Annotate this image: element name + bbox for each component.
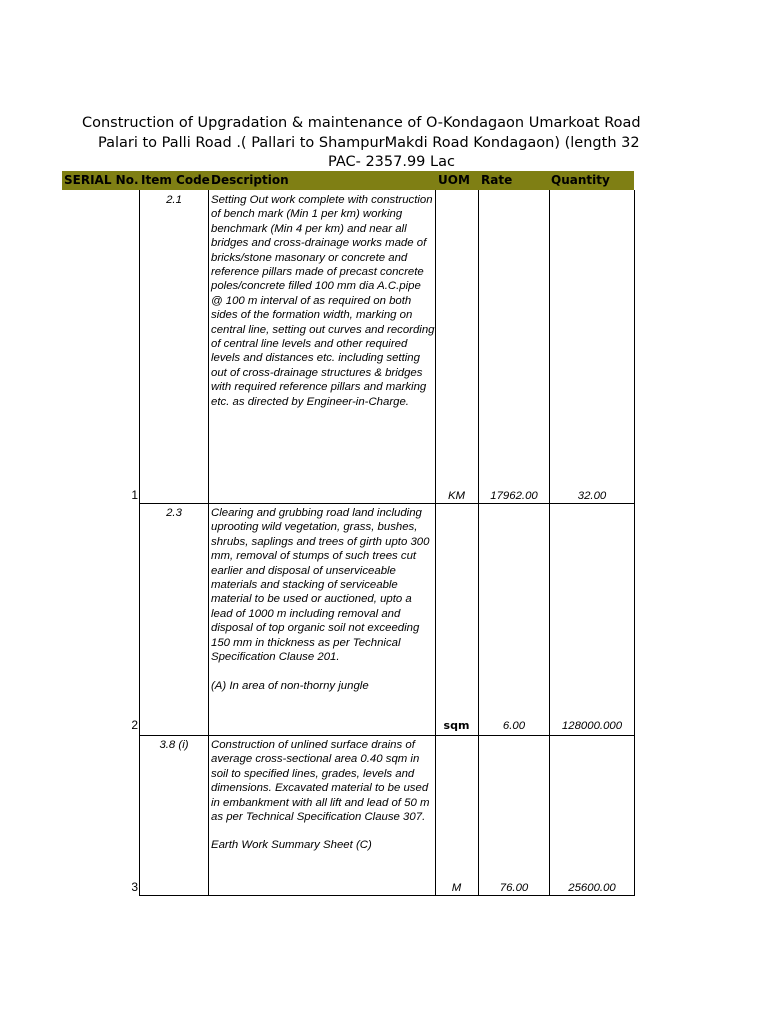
row-2-serial: 2	[131, 718, 138, 732]
grid-line	[139, 190, 140, 896]
row-3-description: Construction of unlined surface drains of average cross-sectional area 0.40 sqm in soil to specified lines, grades, levels and dimensions. Excavated material to be used in embankment with all lift and lead of 50 m as per Technical Specification Clause 307.	[211, 739, 430, 824]
row-3-item-code: 3.8 (i)	[159, 739, 189, 751]
row-2-rate: 6.00	[502, 720, 526, 732]
header-description: Description	[211, 173, 289, 187]
row-3-serial: 3	[131, 880, 138, 894]
row-1-uom: KM	[447, 490, 466, 502]
header-rate: Rate	[481, 173, 513, 187]
row-1-item-code: 2.1	[166, 194, 182, 206]
grid-line	[549, 190, 550, 896]
row-1-serial: 1	[131, 488, 138, 502]
grid-line	[478, 190, 479, 896]
row-1-rate: 17962.00	[490, 490, 538, 502]
title-line-2: Palari to Palli Road .( Pallari to ShampurMakdi Road Kondagaon) (length 32	[98, 135, 640, 151]
row-3-description-extra: Earth Work Summary Sheet (C)	[211, 839, 372, 851]
grid-line	[139, 735, 635, 736]
row-3-uom: M	[451, 882, 462, 894]
header-uom: UOM	[438, 173, 470, 187]
title-line-1: Construction of Upgradation & maintenance of O-Kondagaon Umarkoat Road	[82, 115, 641, 131]
row-1-quantity: 32.00	[577, 490, 607, 502]
row-2-item-code: 2.3	[166, 507, 182, 519]
header-serial: SERIAL No.	[64, 173, 139, 187]
title-line-3: PAC- 2357.99 Lac	[328, 154, 455, 170]
header-quantity: Quantity	[551, 173, 610, 187]
row-2-description-extra: (A) In area of non-thorny jungle	[211, 680, 369, 692]
row-2-description: Clearing and grubbing road land including uprooting wild vegetation, grass, bushes, shrubs, saplings and trees of girth upto 300 mm, removal of stumps of such trees cut earlier and disposal of unserviceable materials and stacking of serviceable material to be used or auctioned, upto a lead of 1000 m including removal and disposal of top organic soil not exceeding 150 mm in thickness as per Technical Specification Clause 201.	[211, 507, 430, 664]
grid-line	[435, 190, 436, 896]
row-3-quantity: 25600.00	[568, 882, 616, 894]
row-2-quantity: 128000.000	[561, 720, 623, 732]
grid-line	[634, 190, 635, 896]
grid-line	[208, 190, 209, 896]
header-item-code: Item Code	[141, 173, 210, 187]
row-3-rate: 76.00	[499, 882, 529, 894]
row-1-description: Setting Out work complete with construction of bench mark (Min 1 per km) working benchmark (Min 4 per km) and near all bridges and cross-drainage works made of bricks/stone masonary or concrete and reference pillars made of precast concrete poles/concrete filled 100 mm dia A.C.pipe @ 100 m interval of as required on both sides of the formation width, marking on central line, setting out curves and recording of central line levels and other required levels and distances etc. including setting out of cross-drainage structures & bridges with required reference pillars and marking etc. as directed by Engineer-in-Charge.	[211, 194, 435, 408]
row-2-uom: sqm	[443, 719, 470, 732]
